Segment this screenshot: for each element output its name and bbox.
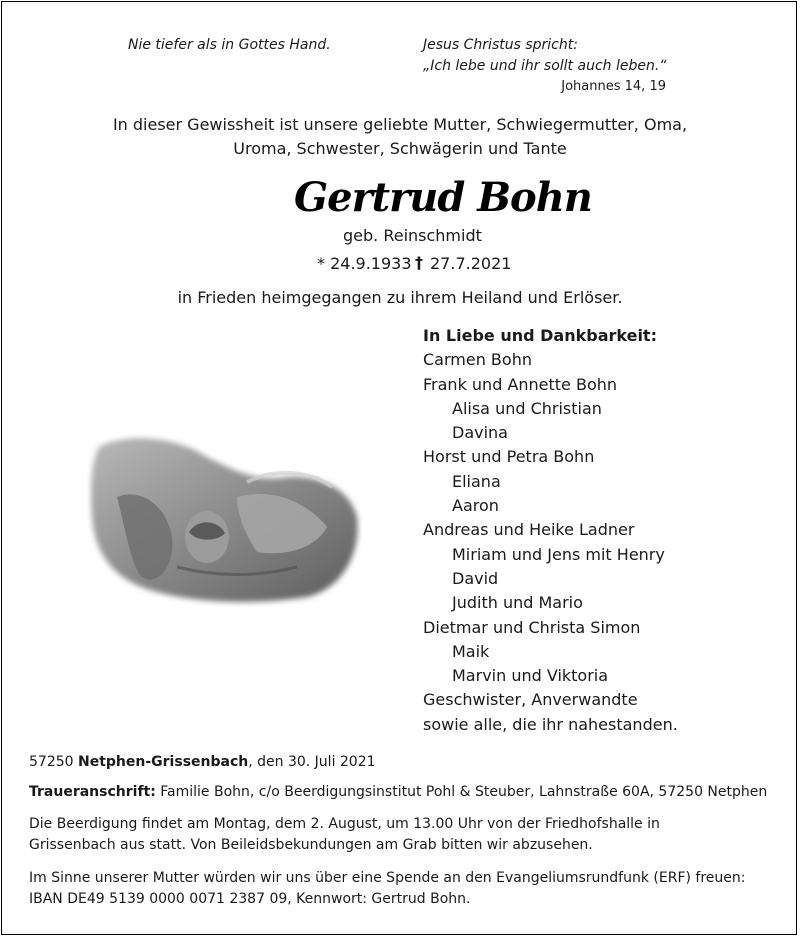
address-text: Familie Bohn, c/o Beerdigungsinstitut Pohl & Steuber, Lahnstraße 60A, 57250 Netphen [155,784,768,800]
address-line [29,782,767,802]
verse-reference: Johannes 14, 19 [561,79,666,94]
deceased-name: Gertrud Bohn [294,174,592,221]
mourner-entry: Alisa und Christian [452,398,602,418]
date-text: , den 30. Juli 2021 [248,754,376,770]
mourners-list [423,324,678,737]
mourner-entry: sowie alle, die ihr nahestanden. [423,714,678,734]
donation-line-1: Im Sinne unserer Mutter würden wir uns über eine Spende an den Evangeliumsrundfunk (ERF) freuen: [29,870,746,886]
mourner-entry: Eliana [452,471,501,491]
mourner-entry: Horst und Petra Bohn [423,447,595,467]
mourners-heading: In Liebe und Dankbarkeit: [423,326,657,345]
praying-hands-photo [87,427,362,607]
mourner-entry: David [452,568,499,588]
mourner-entry: Dietmar und Christa Simon [423,617,641,637]
birth-date: * 24.9.1933 [317,254,412,273]
place-date-line [29,752,376,772]
intro-line-2: Uroma, Schwester, Schwägerin und Tante [233,139,567,158]
funeral-line-2: Grissenbach aus statt. Von Beileidsbekundungen am Grab bitten wir abzusehen. [29,837,593,853]
mourner-entry: Maik [452,641,490,661]
postcode: 57250 [29,754,74,770]
address-label: Traueranschrift: [29,784,156,800]
obituary-notice [1,1,797,935]
mourner-entry: Andreas und Heike Ladner [423,520,635,540]
mourner-entry: Judith und Mario [452,593,583,613]
passing-text: in Frieden heimgegangen zu ihrem Heiland und Erlöser. [177,288,623,307]
mourner-entry: Marvin und Viktoria [452,666,609,686]
donation-line-2: IBAN DE49 5139 0000 0071 2387 09, Kennwort: Gertrud Bohn. [29,891,471,907]
right-quote-intro: Jesus Christus spricht: [423,37,578,53]
cross-icon: † [415,253,423,272]
mourner-entry: Carmen Bohn [423,350,532,370]
intro-line-1: In dieser Gewissheit ist unsere geliebte Mutter, Schwiegermutter, Oma, [112,115,688,134]
death-date: 27.7.2021 [430,254,512,273]
place-name: Netphen-Grissenbach [78,754,249,770]
mourner-entry: Aaron [452,496,499,516]
maiden-name: geb. Reinschmidt [343,226,482,245]
mourner-entry: Davina [452,423,508,443]
mourner-entry: Miriam und Jens mit Henry [452,544,665,564]
right-quote-text: „Ich lebe und ihr sollt auch leben.“ [423,58,667,74]
mourner-entry: Frank und Annette Bohn [423,374,618,394]
left-quote: Nie tiefer als in Gottes Hand. [128,37,331,53]
funeral-line-1: Die Beerdigung findet am Montag, dem 2. August, um 13.00 Uhr von der Friedhofshalle in [29,816,660,832]
mourner-entry: Geschwister, Anverwandte [423,690,638,710]
